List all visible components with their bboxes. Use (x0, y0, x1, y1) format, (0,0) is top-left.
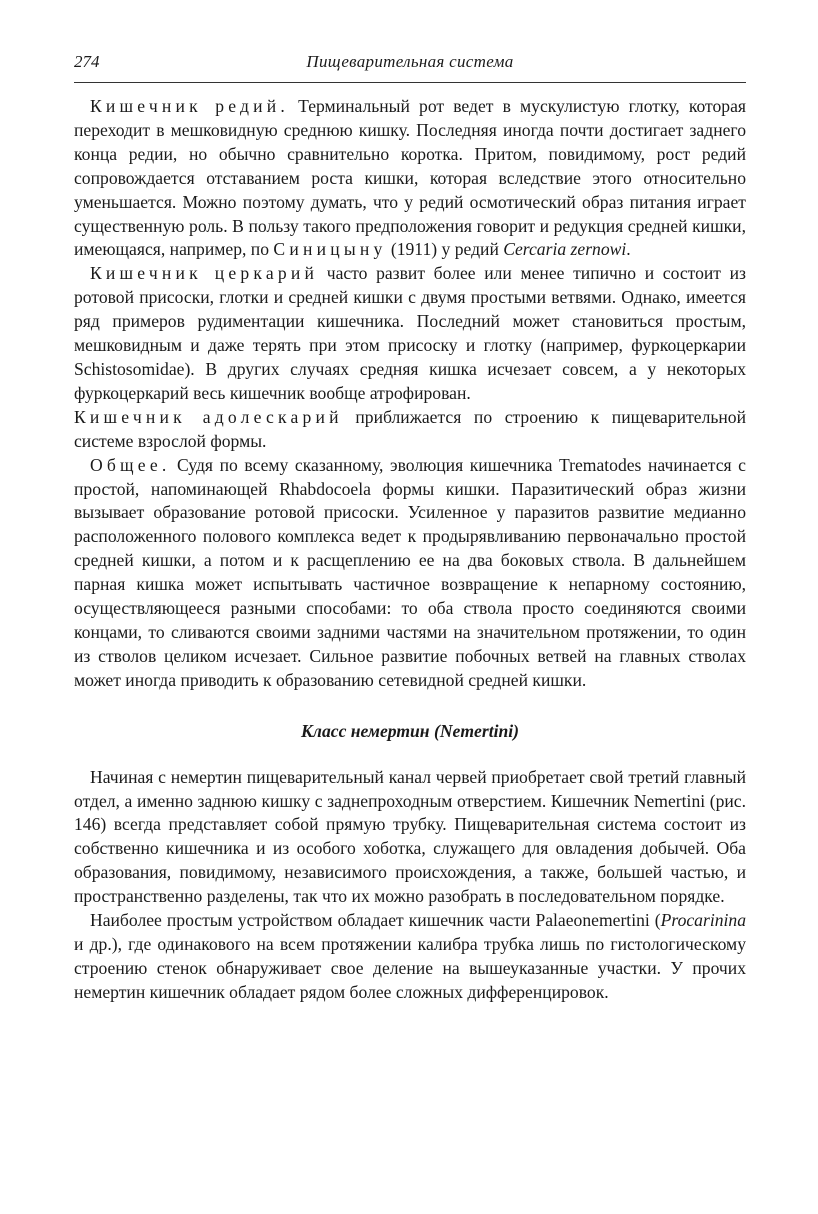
running-title: Пищеварительная система (306, 52, 514, 71)
species-name: Cercaria zernowi (503, 239, 627, 260)
author-name: Синицыну (273, 239, 387, 260)
page-body (74, 95, 746, 1005)
paragraph-term: Кишечник редий. (90, 96, 289, 116)
paragraph-summary (74, 454, 746, 693)
paragraph-text: часто развит более или менее типично и состоит из ротовой присоски, глотки и средней кишки с двумя простыми ветвями. Однако, имеется ряд примеров рудиментации кишечника. Последний может становиться простым, мешковидным и даже терять при этом присоску и глотку (например, фуркоцеркарии Schistosomidae). В других случаях средняя кишка исчезает совсем, а у некоторых фуркоцеркарий весь кишечник вообще атрофирован. (74, 263, 746, 403)
paragraph-nemertini-intro (74, 766, 746, 909)
paragraph-cercaria-intestine (74, 262, 746, 405)
paragraph-text: Начиная с немертин пищеварительный канал червей приобретает свой третий главный отдел, а именно заднюю кишку с заднепроходным отверстием. Кишечник Nemertini (рис. 146) всегда представляет собой прямую трубку. Пищеварительная система состоит из собственно кишечника и из особого хоботка, служащего для овладения добычей. Оба образования, повидимому, независимого происхождения, а также, большей частью, и пространственно разделены, так что их можно разобрать в последовательном порядке. (74, 766, 746, 907)
paragraph-palaeonemertini (74, 909, 746, 1005)
paragraph-term: Общее. (90, 454, 171, 475)
paragraph-text: (1911) у редий (386, 239, 504, 260)
paragraph-text: приближается по строению к пищеварительной системе взрослой формы. (74, 406, 746, 451)
paragraph-redia-intestine (74, 95, 746, 262)
genus-name: Procarinina (660, 910, 746, 931)
paragraph-text: Наиболее простым устройством обладает кишечник части Palaeonemertini ( (90, 910, 661, 931)
page-number: 274 (74, 52, 100, 71)
paragraph-text: и др.), где одинакового на всем протяжении калибра трубка лишь по гистологическому строению стенок обнаруживает свое деление на вышеуказанные участки. У прочих немертин кишечник обладает рядом более сложных дифференцировок. (74, 934, 746, 1002)
paragraph-text: Судя по всему сказанному, эволюция кишечника Trematodes начинается с простой, напоминающей Rhabdocoela формы кишки. Паразитический образ жизни вызывает образование ротовой присоски. Усиленное у паразитов развитие медианно расположенного полового комплекса ведет к продырявливанию первоначально простой средней кишки, а потом и к расщеплению ее на два боковых ствола. В дальнейшем парная кишка может испытывать частичное возвращение к непарному состоянию, осуществляющееся разными способами: то оба ствола просто соединяются своими концами, то сливаются своими задними частями на значительном протяжении, то один из стволов целиком исчезает. Сильное развитие побочных ветвей на главных стволах может иногда приводить к образованию сетевидной средней кишки. (74, 454, 746, 690)
book-page (74, 52, 746, 1005)
paragraph-term: Кишечник церкарий (90, 263, 319, 284)
paragraph-adolescaria-intestine (74, 406, 746, 454)
paragraph-text: Терминальный рот ведет в мускулистую глотку, которая переходит в мешковидную среднюю кишку. Последняя иногда почти достигает заднего конца редии, но обычно сравнительно коротка. Притом, повидимому, рост редий сопровождается отставанием роста кишки, которая вследствие этого относительно уменьшается. Можно поэтому думать, что у редий осмотический образ питания играет существенную роль. В пользу такого предположения говорит и редукция средней кишки, имеющаяся, например, по (74, 96, 746, 260)
paragraph-term: Кишечник адолескарий (74, 406, 343, 427)
section-heading: Класс немертин (Nemertini) (301, 720, 519, 741)
paragraph-text: . (626, 239, 631, 260)
running-head (74, 52, 746, 83)
